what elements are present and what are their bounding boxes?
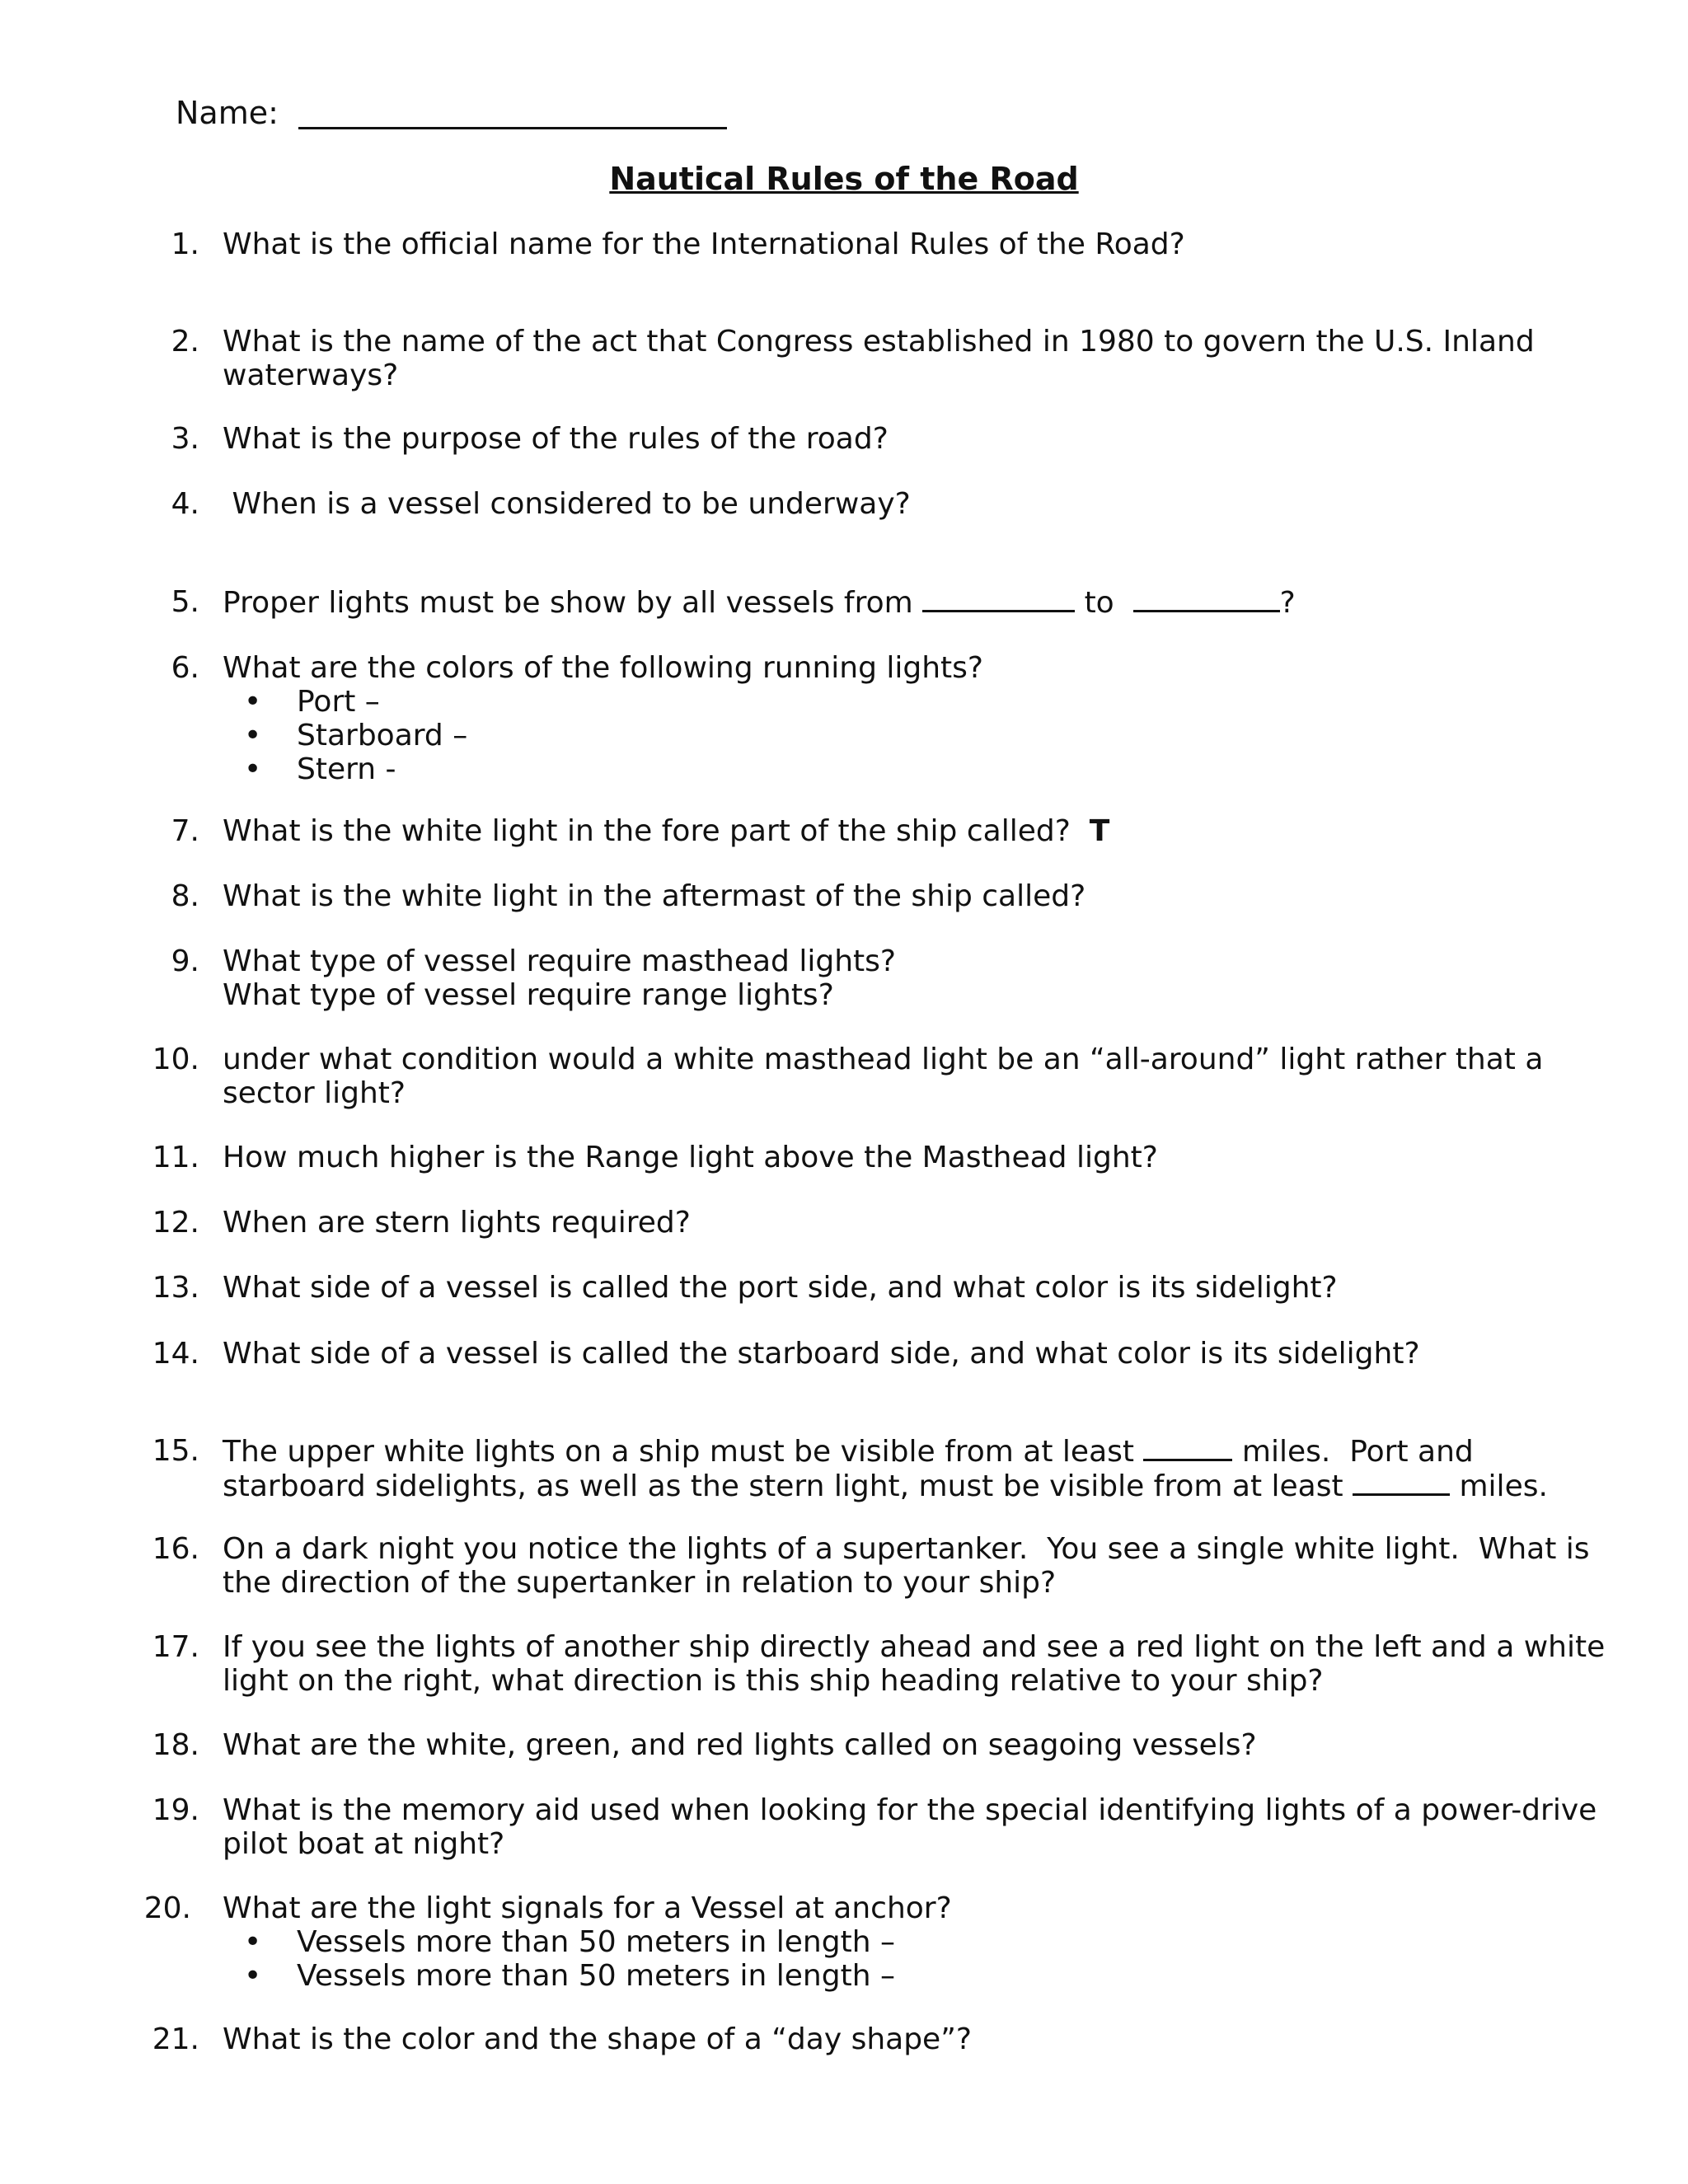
- question-number: 3.: [171, 422, 199, 456]
- question-number: 7.: [171, 814, 199, 848]
- question-text: What is the color and the shape of a “day shape”?: [223, 2022, 972, 2056]
- question-number: 14.: [152, 1337, 199, 1371]
- question-text: sector light?: [223, 1076, 406, 1110]
- question-text: Proper lights must be show by all vessels from: [223, 586, 923, 620]
- question-text: What type of vessel require range lights?: [223, 978, 834, 1012]
- question-number: 19.: [152, 1793, 199, 1827]
- question-text: What is the white light in the aftermast of the ship called?: [223, 879, 1086, 913]
- name-blank-line: [298, 127, 727, 129]
- question-text: to: [1075, 586, 1124, 620]
- question-text: under what condition would a white masthead light be an “all-around” light rather that a: [223, 1043, 1544, 1076]
- question-number: 1.: [171, 227, 199, 261]
- question-number: 20.: [143, 1891, 191, 1925]
- question-text: What is the official name for the International Rules of the Road?: [223, 227, 1185, 261]
- question-number: 16.: [152, 1532, 199, 1566]
- name-label: Name:: [176, 95, 279, 131]
- page-title: Nautical Rules of the Road: [609, 161, 1079, 197]
- question-text: The upper white lights on a ship must be visible from at least: [223, 1435, 1144, 1469]
- question-text: miles.: [1450, 1469, 1548, 1503]
- question-text: What type of vessel require masthead lights?: [223, 944, 896, 978]
- question-text: What are the white, green, and red lights called on seagoing vessels?: [223, 1728, 1257, 1762]
- question-text: What are the light signals for a Vessel at anchor?: [223, 1891, 952, 1925]
- question-number: 13.: [152, 1271, 199, 1305]
- list-item: • Starboard –: [223, 719, 1558, 752]
- question-number: 18.: [152, 1728, 199, 1762]
- question-number: 9.: [171, 944, 199, 978]
- list-item: • Port –: [223, 685, 1558, 719]
- question-text: What is the memory aid used when looking for the special identifying lights of a power-drive: [223, 1793, 1597, 1827]
- question-number: 8.: [171, 879, 199, 913]
- question-number: 10.: [152, 1043, 199, 1076]
- question-text: What is the white light in the fore part of the ship called?: [223, 814, 1081, 848]
- question-text: When are stern lights required?: [223, 1206, 691, 1240]
- question-number: 12.: [152, 1206, 199, 1240]
- question-text: On a dark night you notice the lights of a supertanker. You see a single white light. What is: [223, 1532, 1590, 1566]
- answer-blank-to[interactable]: [1133, 585, 1280, 612]
- question-number: 6.: [171, 651, 199, 685]
- question-number: 2.: [171, 325, 199, 359]
- question-text: starboard sidelights, as well as the stern light, must be visible from at least: [223, 1469, 1353, 1503]
- question-text: What side of a vessel is called the starboard side, and what color is its sidelight?: [223, 1337, 1420, 1371]
- question-text: waterways?: [223, 359, 399, 392]
- question-text: If you see the lights of another ship directly ahead and see a red light on the left and a white: [223, 1630, 1606, 1664]
- question-text: When is a vessel considered to be underway?: [223, 487, 911, 521]
- question-number: 11.: [152, 1141, 199, 1174]
- question-text: What side of a vessel is called the port side, and what color is its sidelight?: [223, 1271, 1338, 1305]
- bullet-list: [223, 1925, 1558, 1993]
- question-number: 21.: [152, 2022, 199, 2056]
- question-number: 5.: [171, 585, 199, 619]
- answer-blank-side-miles[interactable]: [1353, 1469, 1450, 1496]
- question-text: How much higher is the Range light above the Masthead light?: [223, 1141, 1158, 1174]
- question-text: What are the colors of the following running lights?: [223, 651, 984, 685]
- question-text: What is the name of the act that Congress established in 1980 to govern the U.S. Inland: [223, 325, 1535, 359]
- answer-blank-upper-miles[interactable]: [1143, 1434, 1232, 1461]
- question-text: the direction of the supertanker in relation to your ship?: [223, 1566, 1057, 1600]
- list-item: • Vessels more than 50 meters in length –: [223, 1925, 1558, 1959]
- question-number: 4.: [171, 487, 199, 521]
- question-number: 15.: [152, 1434, 199, 1468]
- question-text: pilot boat at night?: [223, 1827, 505, 1861]
- answer-mark: T: [1089, 814, 1110, 848]
- bullet-list: [223, 685, 1558, 786]
- question-text: What is the purpose of the rules of the road?: [223, 422, 889, 456]
- list-item: • Vessels more than 50 meters in length –: [223, 1959, 1558, 1993]
- question-number: 17.: [152, 1630, 199, 1664]
- question-text: miles. Port and: [1232, 1435, 1474, 1469]
- question-text: light on the right, what direction is this ship heading relative to your ship?: [223, 1664, 1324, 1698]
- answer-blank-from[interactable]: [922, 585, 1075, 612]
- list-item: • Stern -: [223, 752, 1558, 786]
- question-text: ?: [1279, 586, 1296, 620]
